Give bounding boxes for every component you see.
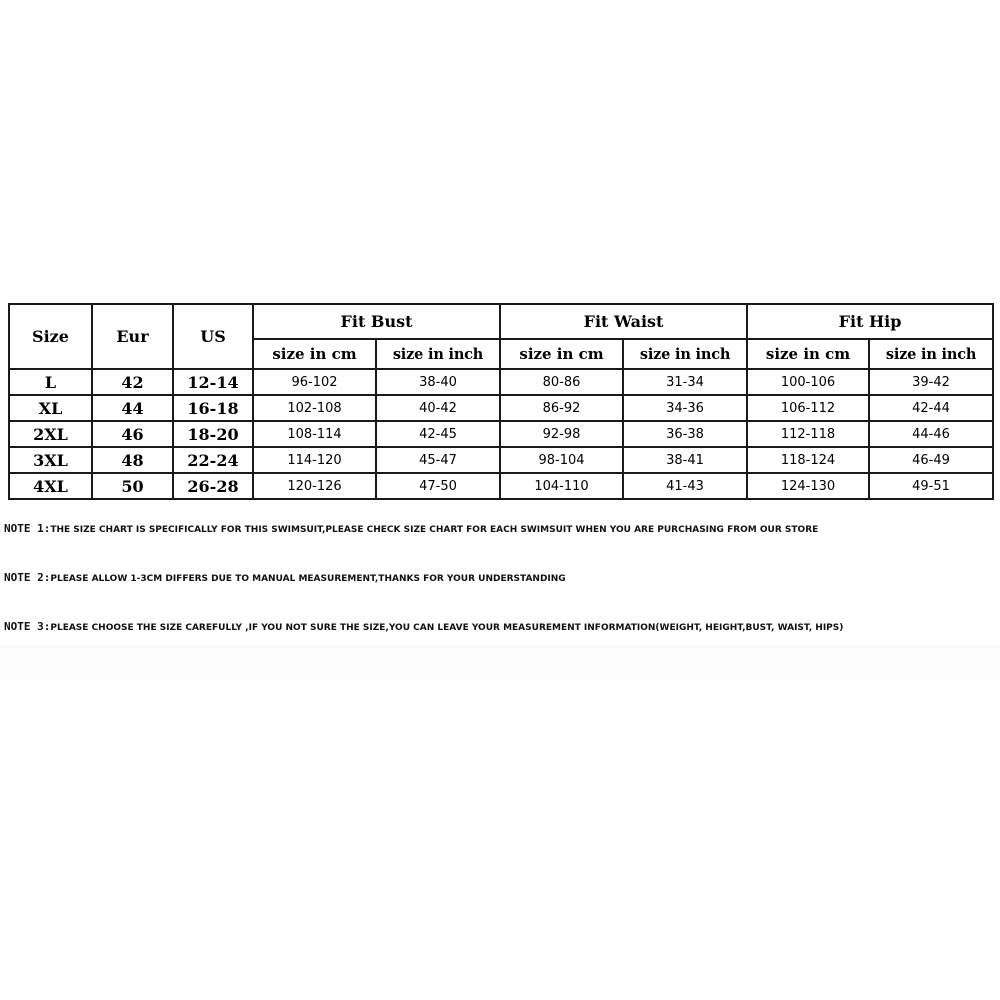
cell-eur: 44	[92, 395, 173, 421]
cell-hip-cm: 100-106	[747, 369, 869, 395]
note-2-text: PLEASE ALLOW 1-3CM DIFFERS DUE TO MANUAL MEASUREMENT,THANKS FOR YOUR UNDERSTANDING	[50, 574, 566, 584]
subheader-bust-cm: size in cm	[253, 339, 376, 369]
cell-hip-inch: 44-46	[869, 421, 993, 447]
header-eur: Eur	[92, 304, 173, 369]
cell-bust-cm: 96-102	[253, 369, 376, 395]
cell-hip-cm: 118-124	[747, 447, 869, 473]
cell-waist-cm: 104-110	[500, 473, 623, 499]
cell-hip-cm: 106-112	[747, 395, 869, 421]
cell-bust-cm: 120-126	[253, 473, 376, 499]
cell-size: 3XL	[9, 447, 92, 473]
cell-hip-inch: 46-49	[869, 447, 993, 473]
size-chart-table	[8, 303, 994, 500]
cell-us: 22-24	[173, 447, 253, 473]
cell-size: 4XL	[9, 473, 92, 499]
cell-eur: 48	[92, 447, 173, 473]
cell-waist-inch: 36-38	[623, 421, 747, 447]
header-us: US	[173, 304, 253, 369]
cell-bust-inch: 42-45	[376, 421, 500, 447]
cell-us: 18-20	[173, 421, 253, 447]
cell-bust-inch: 40-42	[376, 395, 500, 421]
cell-eur: 46	[92, 421, 173, 447]
table-row	[9, 473, 993, 499]
cell-waist-cm: 98-104	[500, 447, 623, 473]
bottom-band	[0, 645, 1000, 700]
size-chart	[8, 303, 992, 500]
subheader-waist-cm: size in cm	[500, 339, 623, 369]
cell-us: 26-28	[173, 473, 253, 499]
table-row	[9, 395, 993, 421]
cell-bust-inch: 47-50	[376, 473, 500, 499]
note-1-label: NOTE 1:	[4, 522, 51, 535]
cell-waist-inch: 38-41	[623, 447, 747, 473]
cell-bust-cm: 102-108	[253, 395, 376, 421]
cell-eur: 50	[92, 473, 173, 499]
cell-eur: 42	[92, 369, 173, 395]
note-2-label: NOTE 2:	[4, 571, 51, 584]
cell-hip-cm: 112-118	[747, 421, 869, 447]
subheader-bust-inch: size in inch	[376, 339, 500, 369]
cell-bust-cm: 114-120	[253, 447, 376, 473]
table-row	[9, 369, 993, 395]
cell-hip-inch: 42-44	[869, 395, 993, 421]
header-fit-bust: Fit Bust	[253, 304, 500, 339]
subheader-hip-cm: size in cm	[747, 339, 869, 369]
note-1	[4, 522, 818, 535]
note-3	[4, 620, 843, 633]
cell-waist-inch: 31-34	[623, 369, 747, 395]
cell-size: L	[9, 369, 92, 395]
note-2	[4, 571, 566, 584]
header-row	[9, 304, 993, 339]
cell-size: XL	[9, 395, 92, 421]
cell-hip-inch: 49-51	[869, 473, 993, 499]
note-1-text: THE SIZE CHART IS SPECIFICALLY FOR THIS SWIMSUIT,PLEASE CHECK SIZE CHART FOR EACH SWIMSUIT WHEN YOU ARE PURCHASING FROM OUR STORE	[50, 525, 819, 535]
table-row	[9, 421, 993, 447]
cell-size: 2XL	[9, 421, 92, 447]
cell-bust-inch: 45-47	[376, 447, 500, 473]
cell-hip-inch: 39-42	[869, 369, 993, 395]
cell-bust-cm: 108-114	[253, 421, 376, 447]
cell-waist-cm: 86-92	[500, 395, 623, 421]
cell-waist-cm: 80-86	[500, 369, 623, 395]
header-fit-hip: Fit Hip	[747, 304, 993, 339]
cell-bust-inch: 38-40	[376, 369, 500, 395]
cell-us: 12-14	[173, 369, 253, 395]
cell-waist-inch: 41-43	[623, 473, 747, 499]
header-fit-waist: Fit Waist	[500, 304, 747, 339]
subheader-hip-inch: size in inch	[869, 339, 993, 369]
table-row	[9, 447, 993, 473]
header-size: Size	[9, 304, 92, 369]
note-3-label: NOTE 3:	[4, 620, 51, 633]
cell-waist-inch: 34-36	[623, 395, 747, 421]
cell-us: 16-18	[173, 395, 253, 421]
note-3-text: PLEASE CHOOSE THE SIZE CAREFULLY ,IF YOU NOT SURE THE SIZE,YOU CAN LEAVE YOUR MEASUREMENT INFORMATION(WEIGHT, HEIGHT,BUST, WAIST, HIPS)	[50, 623, 844, 633]
subheader-waist-inch: size in inch	[623, 339, 747, 369]
cell-hip-cm: 124-130	[747, 473, 869, 499]
cell-waist-cm: 92-98	[500, 421, 623, 447]
